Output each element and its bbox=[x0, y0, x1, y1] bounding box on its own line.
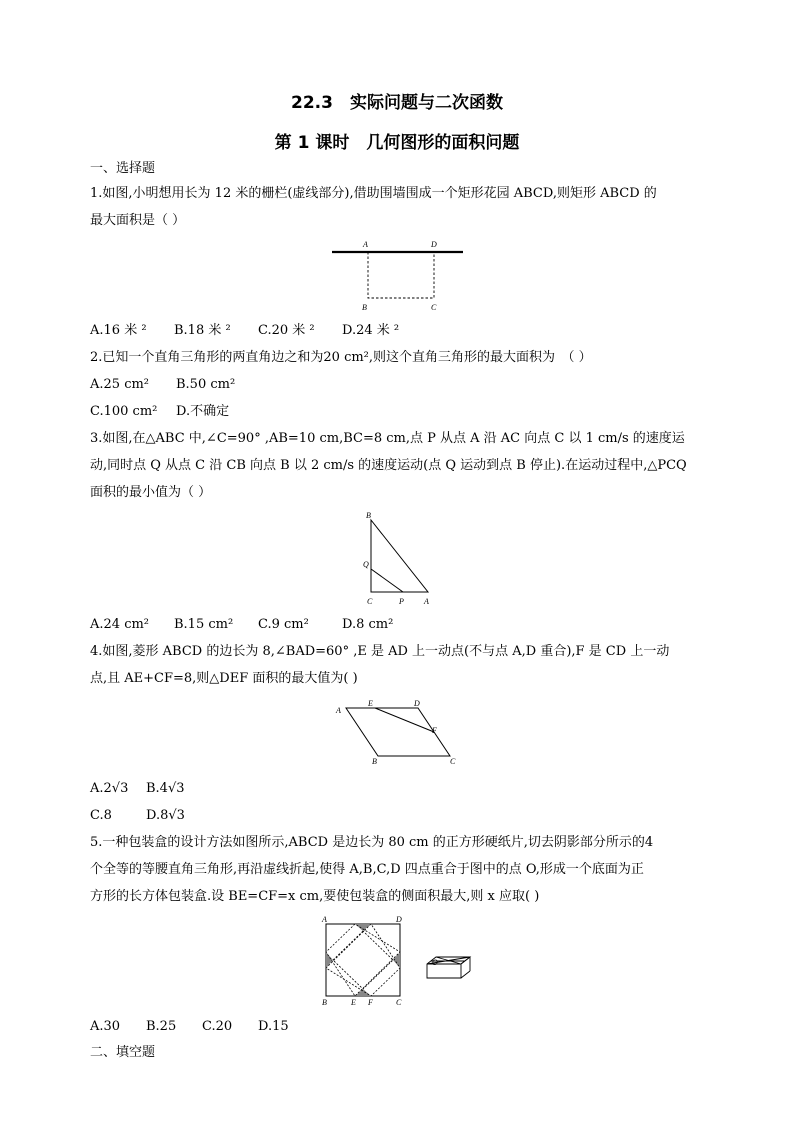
q4-option-c: C.8 bbox=[90, 808, 112, 823]
q4-text-line1: 4.如图,菱形 ABCD 的边长为 8,∠BAD=60° ,E 是 AD 上一动点(不与点 A,D 重合),F 是 CD 上一动 bbox=[90, 644, 670, 659]
q1-option-d: D.24 米 ² bbox=[342, 323, 400, 338]
q3-segment-pq bbox=[371, 569, 403, 592]
q3-label-c: C bbox=[367, 597, 373, 606]
q2-option-b: B.50 cm² bbox=[176, 377, 236, 392]
q1-label-b: B bbox=[362, 303, 367, 312]
q4-label-b: B bbox=[372, 757, 377, 766]
q4-option-b: B.4√3 bbox=[146, 781, 185, 796]
q3-option-b: B.15 cm² bbox=[174, 617, 234, 632]
q4-label-e: E bbox=[368, 699, 373, 708]
q5-figure bbox=[318, 914, 478, 1006]
q1-options bbox=[90, 323, 399, 339]
q5-label-o: O bbox=[432, 958, 438, 967]
q5-options bbox=[90, 1019, 289, 1035]
q3-text-line3: 面积的最小值为（ ） bbox=[90, 485, 212, 500]
q5-text-line2: 个全等的等腰直角三角形,再沿虚线折起,使得 A,B,C,D 四点重合于图中的点 O,形成一个底面为正 bbox=[90, 862, 644, 877]
q2-text-line1: 2.已知一个直角三角形的两直角边之和为20 cm²,则这个直角三角形的最大面积为 （ ） bbox=[90, 350, 592, 365]
q1-figure bbox=[330, 236, 466, 314]
section-choice: 一、选择题 bbox=[90, 161, 156, 176]
q3-label-q: Q bbox=[363, 560, 369, 569]
q3-label-a: A bbox=[424, 597, 429, 606]
q1-label-a: A bbox=[363, 240, 368, 249]
q4-label-f: F bbox=[432, 726, 437, 735]
q2-option-a: A.25 cm² bbox=[90, 377, 150, 392]
q4-options-row1 bbox=[90, 781, 185, 797]
q3-text-line2: 动,同时点 Q 从点 C 沿 CB 向点 B 以 2 cm/s 的速度运动(点 Q 运动到点 B 停止).在运动过程中,△PCQ bbox=[90, 458, 687, 473]
q5-label-a: A bbox=[322, 915, 327, 924]
q5-fold-lines bbox=[326, 924, 400, 996]
q3-label-b: B bbox=[366, 511, 371, 520]
q3-option-d: D.8 cm² bbox=[342, 617, 394, 632]
q1-option-c: C.20 米 ² bbox=[258, 323, 315, 338]
q1-option-a: A.16 米 ² bbox=[90, 323, 147, 338]
q4-label-d: D bbox=[414, 699, 420, 708]
q3-triangle bbox=[371, 520, 428, 592]
q3-option-c: C.9 cm² bbox=[258, 617, 309, 632]
q4-option-d: D.8√3 bbox=[146, 808, 185, 823]
q5-option-b: B.25 bbox=[146, 1019, 177, 1034]
q4-option-a: A.2√3 bbox=[90, 781, 129, 796]
section-fill: 二、填空题 bbox=[90, 1045, 156, 1060]
q3-text-line1: 3.如图,在△ABC 中,∠C=90° ,AB=10 cm,BC=8 cm,点 P 从点 A 沿 AC 向点 C 以 1 cm/s 的速度运 bbox=[90, 431, 685, 446]
q5-label-e: E bbox=[351, 998, 356, 1006]
q5-label-f: F bbox=[368, 998, 373, 1006]
q4-figure bbox=[330, 698, 466, 768]
q1-fence bbox=[368, 252, 434, 298]
q2-options-row1 bbox=[90, 377, 235, 393]
q4-label-a: A bbox=[336, 706, 341, 715]
q5-label-b: B bbox=[322, 998, 327, 1006]
q1-option-b: B.18 米 ² bbox=[174, 323, 231, 338]
q4-text-line2: 点,且 AE+CF=8,则△DEF 面积的最大值为( ) bbox=[90, 671, 358, 686]
q3-options bbox=[90, 617, 393, 633]
q4-label-c: C bbox=[450, 757, 456, 766]
page-subtitle: 第 1 课时 几何图形的面积问题 bbox=[274, 133, 520, 153]
q3-figure bbox=[360, 508, 440, 608]
q2-option-d: D.不确定 bbox=[176, 404, 230, 419]
q5-option-d: D.15 bbox=[258, 1019, 289, 1034]
q1-label-c: C bbox=[431, 303, 437, 312]
q5-text-line1: 5.一种包装盒的设计方法如图所示,ABCD 是边长为 80 cm 的正方形硬纸片,切去阴影部分所示的4 bbox=[90, 835, 654, 850]
q1-label-d: D bbox=[431, 240, 437, 249]
q3-option-a: A.24 cm² bbox=[90, 617, 150, 632]
q2-options-row2 bbox=[90, 404, 229, 420]
q5-text-line3: 方形的长方体包装盒.设 BE=CF=x cm,要使包装盒的侧面积最大,则 x 应取( ) bbox=[90, 889, 540, 904]
q4-options-row2 bbox=[90, 808, 185, 824]
q1-text-line2: 最大面积是（ ） bbox=[90, 213, 186, 228]
q5-shaded-left bbox=[326, 952, 333, 968]
q5-option-c: C.20 bbox=[202, 1019, 233, 1034]
q3-label-p: P bbox=[399, 597, 404, 606]
q4-segment-ef bbox=[375, 708, 434, 732]
q5-label-d: D bbox=[396, 915, 402, 924]
q5-shaded-right bbox=[393, 952, 400, 968]
q5-option-a: A.30 bbox=[90, 1019, 121, 1034]
q1-text-line1: 1.如图,小明想用长为 12 米的栅栏(虚线部分),借助围墙围成一个矩形花园 ABCD,则矩形 ABCD 的 bbox=[90, 186, 657, 201]
q5-square bbox=[326, 924, 400, 996]
page-title: 22.3 实际问题与二次函数 bbox=[291, 93, 503, 113]
q5-label-c: C bbox=[396, 998, 402, 1006]
q2-option-c: C.100 cm² bbox=[90, 404, 158, 419]
